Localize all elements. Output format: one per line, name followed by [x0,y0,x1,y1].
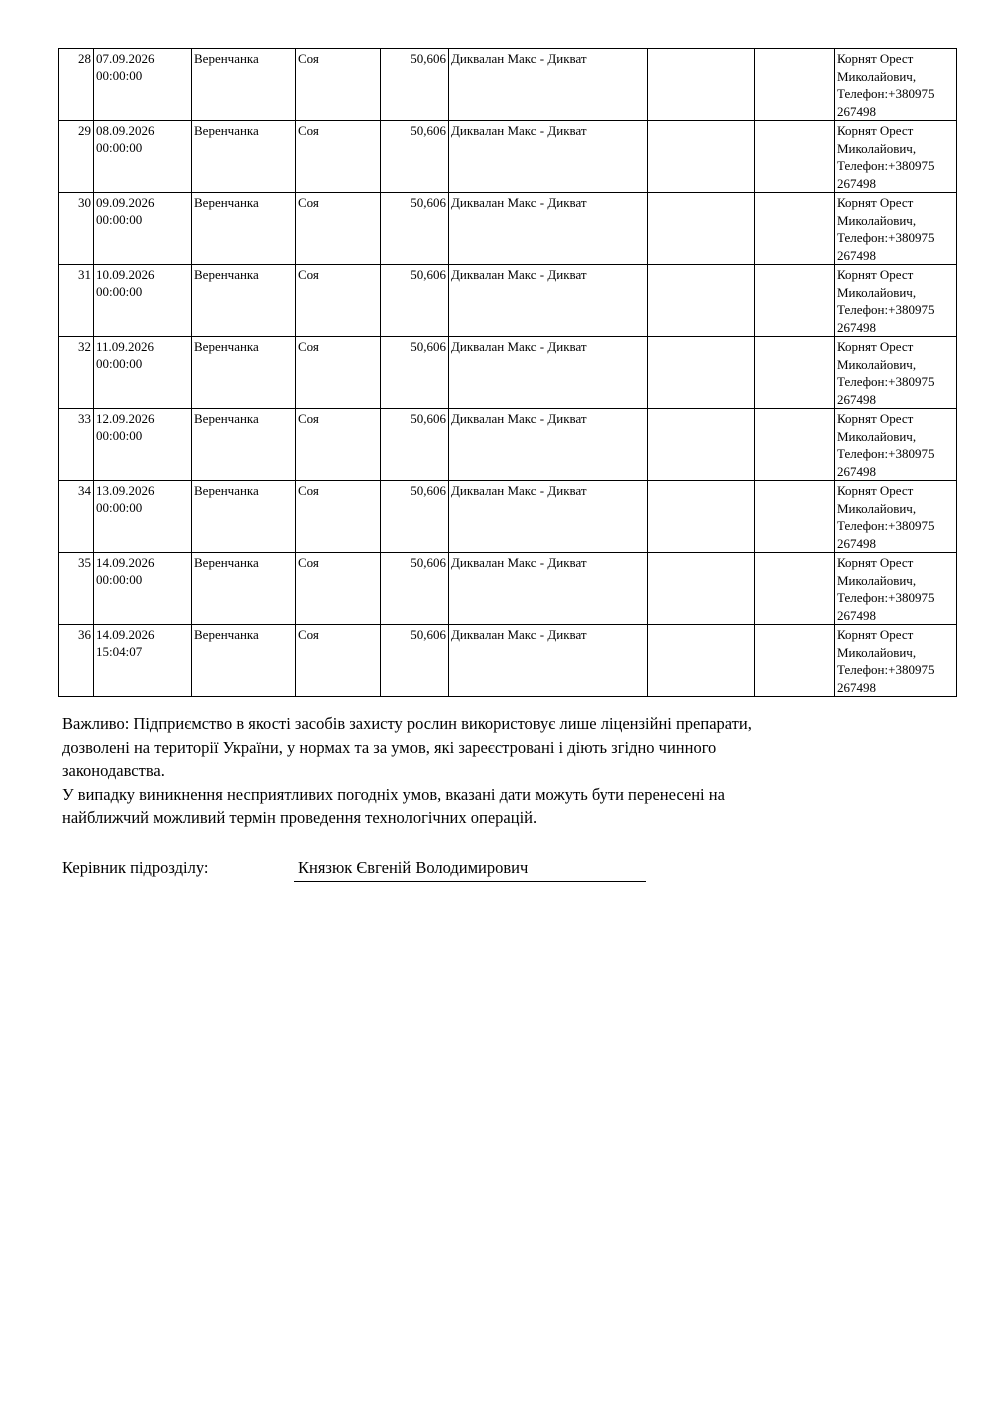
cell-text: 35 [78,555,91,570]
cell-text: 00:00:00 [96,68,143,83]
cell-text: Диквалан Макс - Дикват [451,627,587,642]
cell-contact [835,625,957,697]
cell-text: Соя [298,411,319,426]
cell-text: 30 [78,195,91,210]
cell-text: Корнят Орест [837,555,914,570]
cell-field [192,337,296,409]
signature-label: Керівник підрозділу: [62,858,209,877]
cell-text: Корнят Орест [837,339,914,354]
cell-text: Корнят Орест [837,51,914,66]
cell-text: Соя [298,555,319,570]
cell-text: Соя [298,627,319,642]
cell-text: Соя [298,51,319,66]
cell-number [59,481,94,553]
cell-text: 267498 [837,679,876,695]
cell-crop [296,265,381,337]
cell-text: Веренчанка [194,51,259,66]
note-line: У випадку виникнення несприятливих погодніх умов, вказані дати можуть бути перенесені на [62,784,725,804]
cell-datetime [94,265,192,337]
cell-empty [648,337,755,409]
cell-datetime [94,409,192,481]
cell-empty [648,481,755,553]
table-row [59,481,957,553]
cell-number [59,265,94,337]
cell-text: Телефон:+380975 [837,374,935,389]
cell-text: Веренчанка [194,483,259,498]
cell-field [192,49,296,121]
cell-text: Диквалан Макс - Дикват [451,339,587,354]
cell-datetime [94,121,192,193]
cell-field [192,265,296,337]
cell-empty [648,121,755,193]
cell-field [192,553,296,625]
cell-text: Миколайович, [837,500,917,516]
operations-table [58,48,957,697]
cell-text: 267498 [837,535,876,551]
cell-empty [648,193,755,265]
cell-contact [835,409,957,481]
cell-crop [296,625,381,697]
cell-contact [835,193,957,265]
cell-text: Веренчанка [194,555,259,570]
cell-empty [755,481,835,553]
table-row [59,121,957,193]
cell-number [59,409,94,481]
cell-text: Миколайович, [837,572,917,588]
cell-product [449,625,648,697]
cell-product [449,49,648,121]
cell-field [192,121,296,193]
note-line: Важливо: Підприємство в якості засобів захисту рослин використовує лише ліцензійні препарати, [62,714,752,733]
cell-contact [835,121,957,193]
cell-empty [755,553,835,625]
cell-text: 08.09.2026 [96,123,155,138]
cell-text: 00:00:00 [96,572,143,587]
table-row [59,337,957,409]
cell-text: Телефон:+380975 [837,86,935,101]
cell-empty [755,121,835,193]
cell-text: Диквалан Макс - Дикват [451,51,587,66]
cell-text: Корнят Орест [837,627,914,642]
note-line: найближчий можливий термін проведення технологічних операцій. [62,808,538,827]
cell-text: Миколайович, [837,428,917,444]
cell-text: 50,606 [410,51,446,66]
cell-empty [755,49,835,121]
cell-text: 267498 [837,247,876,263]
cell-text: 12.09.2026 [96,411,155,426]
cell-datetime [94,553,192,625]
cell-number [59,337,94,409]
cell-text: Веренчанка [194,267,259,282]
signature-name: Князюк Євгеній Володимирович [294,857,646,882]
cell-crop [296,409,381,481]
cell-number [59,193,94,265]
note-line: законодавства. [62,761,165,780]
cell-text: 00:00:00 [96,356,143,371]
cell-area [381,193,449,265]
cell-empty [648,625,755,697]
cell-text: 267498 [837,103,876,119]
cell-text: Телефон:+380975 [837,158,935,173]
cell-empty [648,49,755,121]
cell-text: Соя [298,483,319,498]
cell-contact [835,481,957,553]
cell-empty [755,193,835,265]
cell-product [449,481,648,553]
cell-number [59,625,94,697]
cell-empty [755,625,835,697]
cell-text: 50,606 [410,195,446,210]
cell-product [449,337,648,409]
cell-text: 267498 [837,319,876,335]
cell-contact [835,49,957,121]
table-row [59,409,957,481]
cell-text: 11.09.2026 [96,339,155,354]
cell-text: Веренчанка [194,627,259,642]
cell-area [381,265,449,337]
cell-text: 50,606 [410,123,446,138]
cell-text: 32 [78,339,91,354]
cell-text: 29 [78,123,91,138]
cell-empty [648,409,755,481]
cell-text: Корнят Орест [837,123,914,138]
cell-text: Диквалан Макс - Дикват [451,267,587,282]
cell-text: 28 [78,51,91,66]
cell-text: 10.09.2026 [96,267,155,282]
cell-crop [296,553,381,625]
table-row [59,49,957,121]
cell-text: Миколайович, [837,644,917,660]
table-row [59,553,957,625]
cell-crop [296,193,381,265]
cell-text: 13.09.2026 [96,483,155,498]
note-line: дозволені на території України, у нормах та за умов, які зареєстровані і діють згідно чинного [62,737,717,757]
cell-text: 50,606 [410,483,446,498]
important-note [62,712,942,830]
cell-text: 00:00:00 [96,428,143,443]
cell-text: Корнят Орест [837,195,914,210]
cell-text: Соя [298,267,319,282]
cell-text: 00:00:00 [96,140,143,155]
cell-crop [296,337,381,409]
cell-empty [648,265,755,337]
cell-text: Миколайович, [837,140,917,156]
table-row [59,625,957,697]
cell-text: Веренчанка [194,339,259,354]
cell-product [449,121,648,193]
cell-text: Соя [298,195,319,210]
cell-text: 09.09.2026 [96,195,155,210]
cell-product [449,409,648,481]
cell-text: 267498 [837,463,876,479]
cell-text: Диквалан Макс - Дикват [451,411,587,426]
cell-datetime [94,193,192,265]
cell-text: 50,606 [410,627,446,642]
cell-text: 31 [78,267,91,282]
cell-datetime [94,481,192,553]
cell-area [381,625,449,697]
cell-text: Веренчанка [194,123,259,138]
cell-text: 15:04:07 [96,644,143,659]
cell-crop [296,121,381,193]
cell-datetime [94,625,192,697]
cell-product [449,193,648,265]
cell-text: 34 [78,483,91,498]
cell-text: Телефон:+380975 [837,230,935,245]
table-row [59,265,957,337]
cell-empty [755,337,835,409]
cell-text: Соя [298,339,319,354]
cell-text: 50,606 [410,555,446,570]
cell-text: 36 [78,627,91,642]
cell-text: 14.09.2026 [96,627,155,642]
cell-text: Телефон:+380975 [837,302,935,317]
cell-text: Миколайович, [837,212,917,228]
cell-area [381,481,449,553]
cell-crop [296,481,381,553]
cell-datetime [94,49,192,121]
cell-text: 00:00:00 [96,212,143,227]
cell-text: 14.09.2026 [96,555,155,570]
cell-text: 33 [78,411,91,426]
cell-text: Телефон:+380975 [837,662,935,677]
cell-field [192,193,296,265]
cell-product [449,553,648,625]
cell-contact [835,265,957,337]
cell-text: Телефон:+380975 [837,446,935,461]
cell-area [381,49,449,121]
cell-contact [835,337,957,409]
cell-number [59,553,94,625]
cell-text: Диквалан Макс - Дикват [451,123,587,138]
cell-product [449,265,648,337]
cell-text: 00:00:00 [96,284,143,299]
cell-text: 50,606 [410,411,446,426]
cell-text: Миколайович, [837,356,917,372]
table-row [59,193,957,265]
cell-area [381,553,449,625]
cell-text: Телефон:+380975 [837,590,935,605]
cell-text: Веренчанка [194,195,259,210]
cell-text: Корнят Орест [837,483,914,498]
cell-area [381,337,449,409]
cell-area [381,409,449,481]
cell-text: 00:00:00 [96,500,143,515]
cell-empty [755,265,835,337]
cell-text: Соя [298,123,319,138]
cell-text: 267498 [837,607,876,623]
cell-text: 07.09.2026 [96,51,155,66]
cell-contact [835,553,957,625]
cell-text: Миколайович, [837,68,917,84]
cell-datetime [94,337,192,409]
cell-text: Телефон:+380975 [837,518,935,533]
cell-text: Корнят Орест [837,267,914,282]
cell-field [192,625,296,697]
cell-text: 267498 [837,175,876,191]
cell-text: 50,606 [410,267,446,282]
cell-text: Веренчанка [194,411,259,426]
cell-empty [648,553,755,625]
cell-text: Диквалан Макс - Дикват [451,483,587,498]
cell-number [59,121,94,193]
cell-text: 267498 [837,391,876,407]
cell-field [192,409,296,481]
cell-text: Диквалан Макс - Дикват [451,555,587,570]
cell-crop [296,49,381,121]
cell-text: Диквалан Макс - Дикват [451,195,587,210]
cell-text: Корнят Орест [837,411,914,426]
cell-text: Миколайович, [837,284,917,300]
cell-text: 50,606 [410,339,446,354]
cell-empty [755,409,835,481]
cell-field [192,481,296,553]
cell-number [59,49,94,121]
cell-area [381,121,449,193]
